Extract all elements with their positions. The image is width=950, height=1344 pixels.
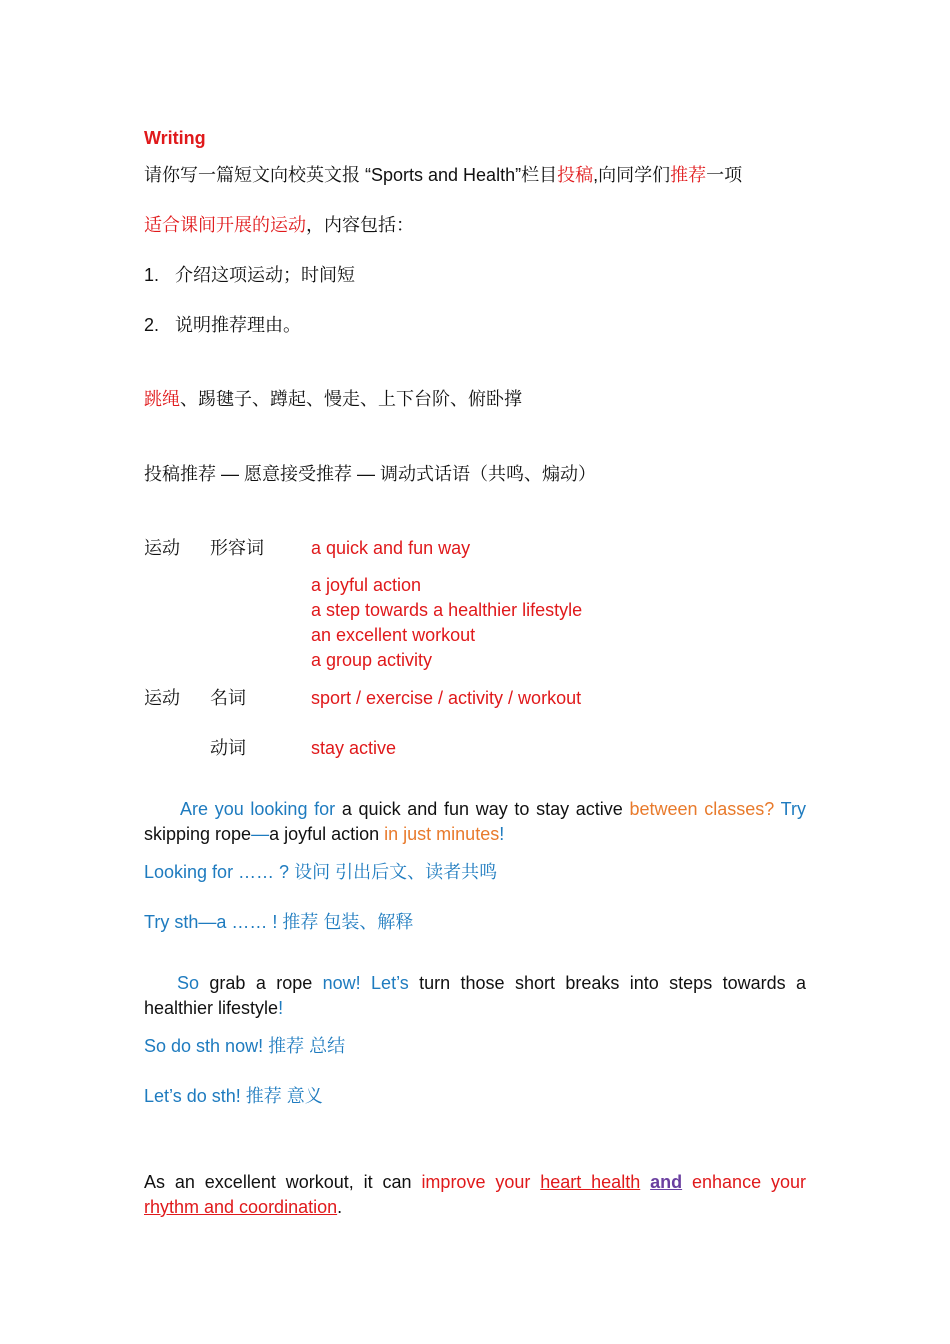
- para-phrase: enhance your: [682, 1172, 806, 1192]
- note-lets-do-sth: Let’s do sth! 推荐 意义: [144, 1086, 323, 1106]
- para-phrase: grab a rope: [199, 973, 323, 993]
- vocab-adj-item: an excellent workout: [311, 625, 476, 645]
- paragraph-1: [144, 797, 806, 847]
- vocab-label: 动词: [210, 738, 246, 758]
- para-phrase: !: [278, 998, 284, 1018]
- para-phrase: turn those short breaks into steps towards a healthier lifestyle: [144, 973, 806, 1018]
- list-text: 说明推荐理由。: [175, 315, 302, 335]
- para-space: [640, 1172, 650, 1192]
- para-phrase-underlined: heart health: [540, 1172, 641, 1192]
- sport-others: 、踢毽子、蹲起、慢走、上下台阶、俯卧撑: [180, 389, 522, 409]
- vocab-label: 名词: [210, 688, 246, 708]
- flow-line: 投稿推荐 — 愿意接受推荐 — 调动式话语（共鸣、煽动）: [144, 464, 597, 484]
- para-phrase: Are you looking for: [180, 799, 336, 819]
- para-phrase: now! Let’s: [322, 973, 409, 993]
- para-phrase-underlined: and: [650, 1172, 683, 1192]
- list-item-1: [144, 263, 355, 287]
- para-phrase: in just minutes: [384, 824, 500, 844]
- vocab-noun-value: sport / exercise / activity / workout: [311, 688, 582, 708]
- vocab-label: 运动: [144, 688, 180, 708]
- prompt-text: ,向同学们: [593, 165, 671, 185]
- para-phrase: —: [251, 824, 270, 844]
- para-phrase: As an excellent workout, it can: [144, 1172, 422, 1192]
- para-phrase: !: [499, 824, 505, 844]
- para-phrase: So: [177, 973, 200, 993]
- heading-writing: Writing: [144, 128, 206, 148]
- para-phrase: a quick and fun way to stay active: [335, 799, 630, 819]
- para-phrase: skipping rope: [144, 824, 252, 844]
- note-looking-for: Looking for …… ? 设问 引出后文、读者共鸣: [144, 862, 498, 882]
- vocab-verb-value: stay active: [311, 738, 397, 758]
- vocab-adj-item: a joyful action: [311, 575, 422, 595]
- para-phrase: a joyful action: [269, 824, 385, 844]
- keyword-submit: 投稿: [557, 165, 594, 185]
- paragraph-2: [144, 971, 806, 1021]
- para-phrase-underlined: rhythm and coordination: [144, 1197, 338, 1217]
- prompt-text: ，内容包括：: [306, 215, 414, 235]
- note-try-sth: Try sth—a …… ! 推荐 包装、解释: [144, 912, 414, 932]
- list-item-2: [144, 313, 301, 337]
- keyword-sport-type: 适合课间开展的运动: [144, 215, 306, 235]
- paragraph-3: [144, 1170, 806, 1220]
- note-so-do-sth: So do sth now! 推荐 总结: [144, 1036, 346, 1056]
- prompt-line-2: [144, 213, 414, 237]
- para-phrase: .: [337, 1197, 343, 1217]
- list-text: 介绍这项运动；时间短: [175, 265, 356, 285]
- para-phrase: improve your: [421, 1172, 541, 1192]
- list-number: 2.: [144, 315, 160, 335]
- sport-highlight: 跳绳: [144, 389, 180, 409]
- keyword-recommend: 推荐: [670, 165, 707, 185]
- vocab-label: 形容词: [210, 538, 264, 558]
- prompt-text: 请你写一篇短文向校英文报 “Sports and Health”栏目: [144, 165, 558, 185]
- para-phrase: Try: [780, 799, 806, 819]
- vocab-adj-row: [144, 536, 844, 560]
- prompt-text: 一项: [706, 165, 743, 185]
- list-number: 1.: [144, 265, 160, 285]
- vocab-label: 运动: [144, 538, 180, 558]
- vocab-adj-item: a step towards a healthier lifestyle: [311, 600, 583, 620]
- prompt-line-1: [144, 163, 742, 187]
- sports-list: [144, 387, 522, 411]
- vocab-adj-item: a group activity: [311, 650, 433, 670]
- vocab-noun-row: [144, 686, 844, 710]
- para-phrase: between classes?: [629, 799, 775, 819]
- vocab-adj-item: a quick and fun way: [311, 538, 471, 558]
